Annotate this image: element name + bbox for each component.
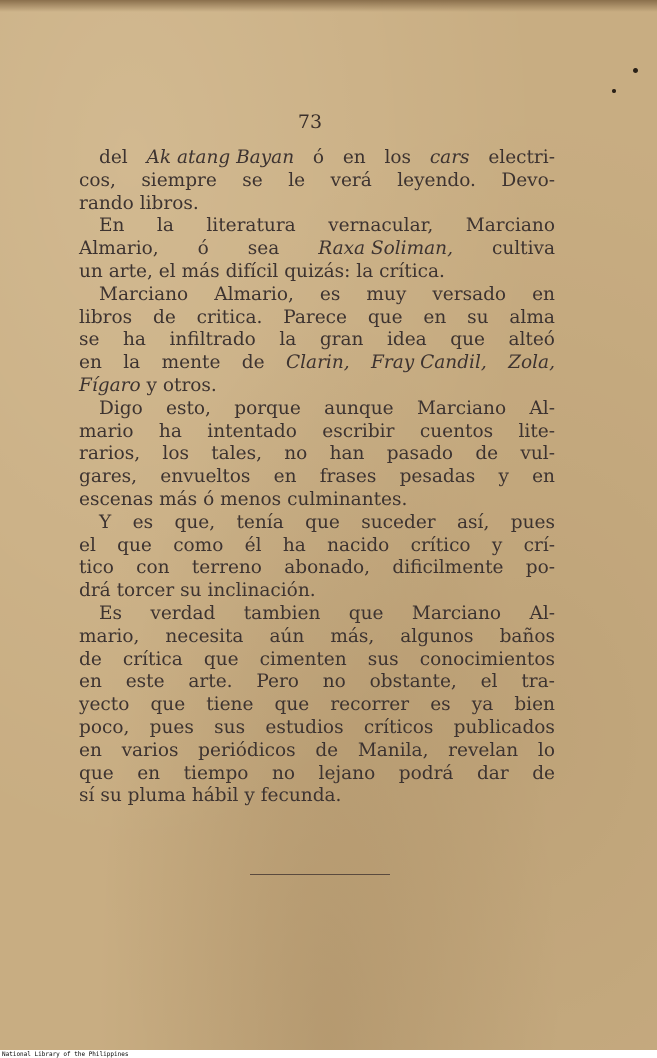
word: libros.: [139, 192, 199, 214]
word: Marciano: [99, 283, 189, 305]
word: verdad: [150, 602, 216, 624]
text-line: [79, 717, 555, 740]
word: Fray Candil,: [371, 352, 487, 374]
word: y: [491, 534, 503, 556]
text-line: [79, 329, 555, 352]
word: Fígaro: [79, 374, 141, 396]
word: cars: [429, 147, 470, 168]
word: de: [153, 306, 176, 328]
word: Al-: [529, 397, 555, 419]
text-line: [79, 284, 555, 307]
word: dificilmente: [392, 557, 504, 579]
word: Almario,: [214, 283, 294, 305]
word: revelan: [448, 739, 519, 761]
word: en: [273, 466, 297, 488]
word: Zola,: [508, 352, 555, 374]
word: tico: [79, 557, 114, 579]
word: no: [322, 671, 346, 693]
text-line: [79, 375, 555, 398]
word: Almario,: [79, 238, 159, 260]
word: cos,: [79, 169, 116, 191]
page-number: 73: [297, 111, 323, 133]
word: que: [203, 648, 239, 670]
word: torcer: [116, 580, 175, 602]
word: tenía: [236, 511, 284, 533]
word: como: [173, 534, 224, 556]
word: tiempo: [183, 762, 249, 784]
text-line: [79, 215, 555, 238]
word: es: [319, 283, 341, 305]
word: su: [180, 580, 202, 602]
word: estudios: [265, 716, 344, 738]
word: en: [423, 306, 447, 328]
word: Ak atang Bayan: [146, 147, 295, 168]
ink-speck: [633, 68, 638, 73]
word: mario,: [79, 625, 140, 647]
word: cultiva: [491, 238, 555, 260]
word: que: [79, 762, 114, 784]
text-line: [79, 443, 555, 466]
word: critica.: [196, 306, 263, 328]
word: con: [136, 557, 170, 579]
word: periódicos: [198, 739, 296, 761]
word: Es: [99, 602, 122, 624]
word: críticos: [363, 716, 434, 738]
word: en: [79, 352, 102, 374]
word: baños: [499, 625, 555, 647]
word: yecto: [79, 694, 130, 716]
word: Marciano: [416, 397, 507, 419]
text-line: [79, 261, 555, 284]
word: que: [450, 329, 485, 351]
text-line: [79, 352, 555, 375]
word: y: [244, 785, 255, 807]
text-line: [79, 785, 555, 808]
word: Parece: [283, 306, 347, 328]
text-line: [79, 694, 555, 717]
word: mario: [79, 420, 134, 442]
word: quizás:: [284, 260, 351, 282]
text-line: [79, 193, 555, 216]
word: que: [305, 511, 340, 533]
word: intentado: [207, 420, 297, 442]
library-credit: National Library of the Philippines: [2, 1051, 129, 1058]
word: lo: [537, 739, 555, 761]
text-line: [79, 170, 555, 193]
word: el: [158, 260, 176, 282]
word: Marciano: [465, 215, 555, 237]
word: idea: [386, 329, 427, 351]
text-line: [79, 603, 555, 626]
ink-speck: [612, 89, 616, 93]
word: obstante,: [369, 671, 457, 693]
word: que: [117, 534, 152, 556]
paragraph: [79, 512, 555, 603]
word: aunque: [324, 397, 394, 419]
word: conocimientos: [419, 648, 555, 670]
word: En: [99, 215, 125, 237]
word: se: [79, 329, 100, 351]
word: Y: [99, 511, 112, 533]
word: de: [315, 739, 339, 761]
body-text: [79, 147, 555, 808]
word: Clarin,: [285, 352, 350, 374]
word: recorrer: [330, 694, 410, 716]
paragraph: [79, 398, 555, 512]
word: pesadas: [399, 466, 476, 488]
paragraph: [79, 603, 555, 808]
text-line: [79, 557, 555, 580]
word: gran: [319, 329, 364, 351]
word: arte,: [108, 260, 153, 282]
word: de: [241, 352, 265, 374]
word: ó: [203, 488, 215, 510]
word: rarios,: [79, 443, 141, 465]
word: tra-: [521, 671, 555, 693]
word: verá: [330, 169, 372, 191]
word: cuentos: [419, 420, 494, 442]
word: en: [532, 466, 555, 488]
word: sus: [214, 716, 246, 738]
word: sí: [79, 785, 95, 807]
word: suceder: [361, 511, 436, 533]
word: arte.: [188, 671, 233, 693]
text-line: [79, 421, 555, 444]
word: tambien: [243, 602, 321, 624]
word: su: [100, 785, 122, 807]
word: así,: [457, 511, 490, 533]
text-line: [79, 580, 555, 603]
word: sus: [367, 648, 399, 670]
word: otros.: [162, 374, 217, 396]
word: muy: [366, 283, 407, 305]
word: varios: [121, 739, 179, 761]
word: le: [288, 169, 306, 191]
text-line: [79, 535, 555, 558]
word: no: [271, 762, 296, 784]
text-line: [79, 671, 555, 694]
word: los: [162, 443, 189, 465]
word: de: [475, 443, 499, 465]
text-line: [79, 512, 555, 535]
word: la: [356, 260, 374, 282]
word: su: [467, 306, 489, 328]
word: nacido: [327, 534, 390, 556]
word: la: [279, 329, 297, 351]
word: electri-: [488, 147, 555, 168]
word: alma: [509, 306, 555, 328]
word: vernacular,: [328, 215, 434, 237]
word: dar: [476, 762, 509, 784]
word: versado: [432, 283, 507, 305]
word: Devo-: [501, 169, 555, 191]
word: ya: [471, 694, 494, 716]
word: escribir: [322, 420, 395, 442]
word: más: [159, 488, 198, 510]
word: poco,: [79, 716, 130, 738]
word: pues: [510, 511, 555, 533]
word: pues: [149, 716, 194, 738]
word: lejano: [318, 762, 376, 784]
word: que: [150, 694, 186, 716]
word: ó: [312, 147, 325, 168]
word: un: [79, 260, 103, 282]
word: fecunda.: [260, 785, 342, 807]
word: esto,: [166, 397, 211, 419]
word: envueltos: [160, 466, 251, 488]
word: la: [156, 215, 174, 237]
word: ó: [197, 238, 209, 260]
word: Raxa Soliman,: [318, 238, 453, 260]
word: en: [79, 671, 102, 693]
word: gares,: [79, 466, 138, 488]
word: sea: [247, 238, 280, 260]
word: lite-: [518, 420, 555, 442]
word: inclinación.: [207, 580, 316, 602]
word: Pero: [256, 671, 299, 693]
paragraph: [79, 215, 555, 283]
word: y: [498, 466, 509, 488]
word: pluma: [127, 785, 186, 807]
word: menos: [220, 488, 282, 510]
word: este: [125, 671, 165, 693]
word: escenas: [79, 488, 154, 510]
word: es: [430, 694, 451, 716]
text-line: [79, 763, 555, 786]
word: el: [480, 671, 498, 693]
word: es: [132, 511, 154, 533]
word: ha: [158, 420, 182, 442]
word: abonado,: [284, 557, 371, 579]
text-line: [79, 740, 555, 763]
word: necesita: [165, 625, 244, 647]
word: crítica.: [379, 260, 445, 282]
word: en: [79, 739, 102, 761]
word: que,: [174, 511, 216, 533]
text-line: [79, 466, 555, 489]
word: se: [242, 169, 263, 191]
word: en: [137, 762, 161, 784]
word: tales,: [211, 443, 262, 465]
text-line: [79, 649, 555, 672]
word: han: [329, 443, 365, 465]
word: hábil: [191, 785, 239, 807]
word: los: [384, 147, 412, 168]
text-line: [79, 398, 555, 421]
word: el: [79, 534, 96, 556]
word: siempre: [141, 169, 217, 191]
word: de: [532, 762, 555, 784]
word: difícil: [225, 260, 279, 282]
text-line: [79, 489, 555, 512]
word: vul-: [520, 443, 555, 465]
word: y: [146, 374, 157, 396]
word: cimenten: [259, 648, 347, 670]
word: la: [123, 352, 141, 374]
word: leyendo.: [397, 169, 476, 191]
word: bien: [514, 694, 555, 716]
word: porque: [234, 397, 301, 419]
text-line: [79, 626, 555, 649]
word: rando: [79, 192, 134, 214]
word: drá: [79, 580, 111, 602]
section-divider: [250, 874, 390, 875]
word: que: [274, 694, 310, 716]
word: tiene: [206, 694, 254, 716]
word: crítico: [410, 534, 471, 556]
word: en: [342, 147, 366, 168]
word: en: [532, 283, 555, 305]
word: algunos: [400, 625, 474, 647]
text-line: [79, 147, 555, 170]
word: que: [348, 602, 384, 624]
word: podrá: [398, 762, 454, 784]
word: ha: [122, 329, 146, 351]
word: libros: [79, 306, 133, 328]
word: Al-: [529, 602, 555, 624]
word: pasado: [386, 443, 454, 465]
text-line: [79, 307, 555, 330]
word: publicados: [453, 716, 555, 738]
word: Manila,: [357, 739, 429, 761]
word: de: [79, 648, 102, 670]
word: no: [284, 443, 308, 465]
word: crítica: [122, 648, 183, 670]
word: crí-: [523, 534, 555, 556]
word: Marciano: [411, 602, 502, 624]
word: literatura: [206, 215, 296, 237]
word: más,: [330, 625, 375, 647]
word: mente: [161, 352, 221, 374]
word: alteó: [508, 329, 555, 351]
word: terreno: [191, 557, 262, 579]
word: Digo: [99, 397, 143, 419]
word: él: [244, 534, 262, 556]
word: del: [99, 147, 128, 168]
word: frases: [319, 466, 377, 488]
word: culminantes.: [287, 488, 408, 510]
word: infiltrado: [169, 329, 256, 351]
word: más: [181, 260, 220, 282]
word: po-: [525, 557, 555, 579]
word: que: [367, 306, 403, 328]
text-line: [79, 238, 555, 261]
paragraph: [79, 284, 555, 398]
paragraph: [79, 147, 555, 215]
page-top-edge: [0, 0, 657, 12]
word: aún: [269, 625, 305, 647]
word: ha: [282, 534, 306, 556]
